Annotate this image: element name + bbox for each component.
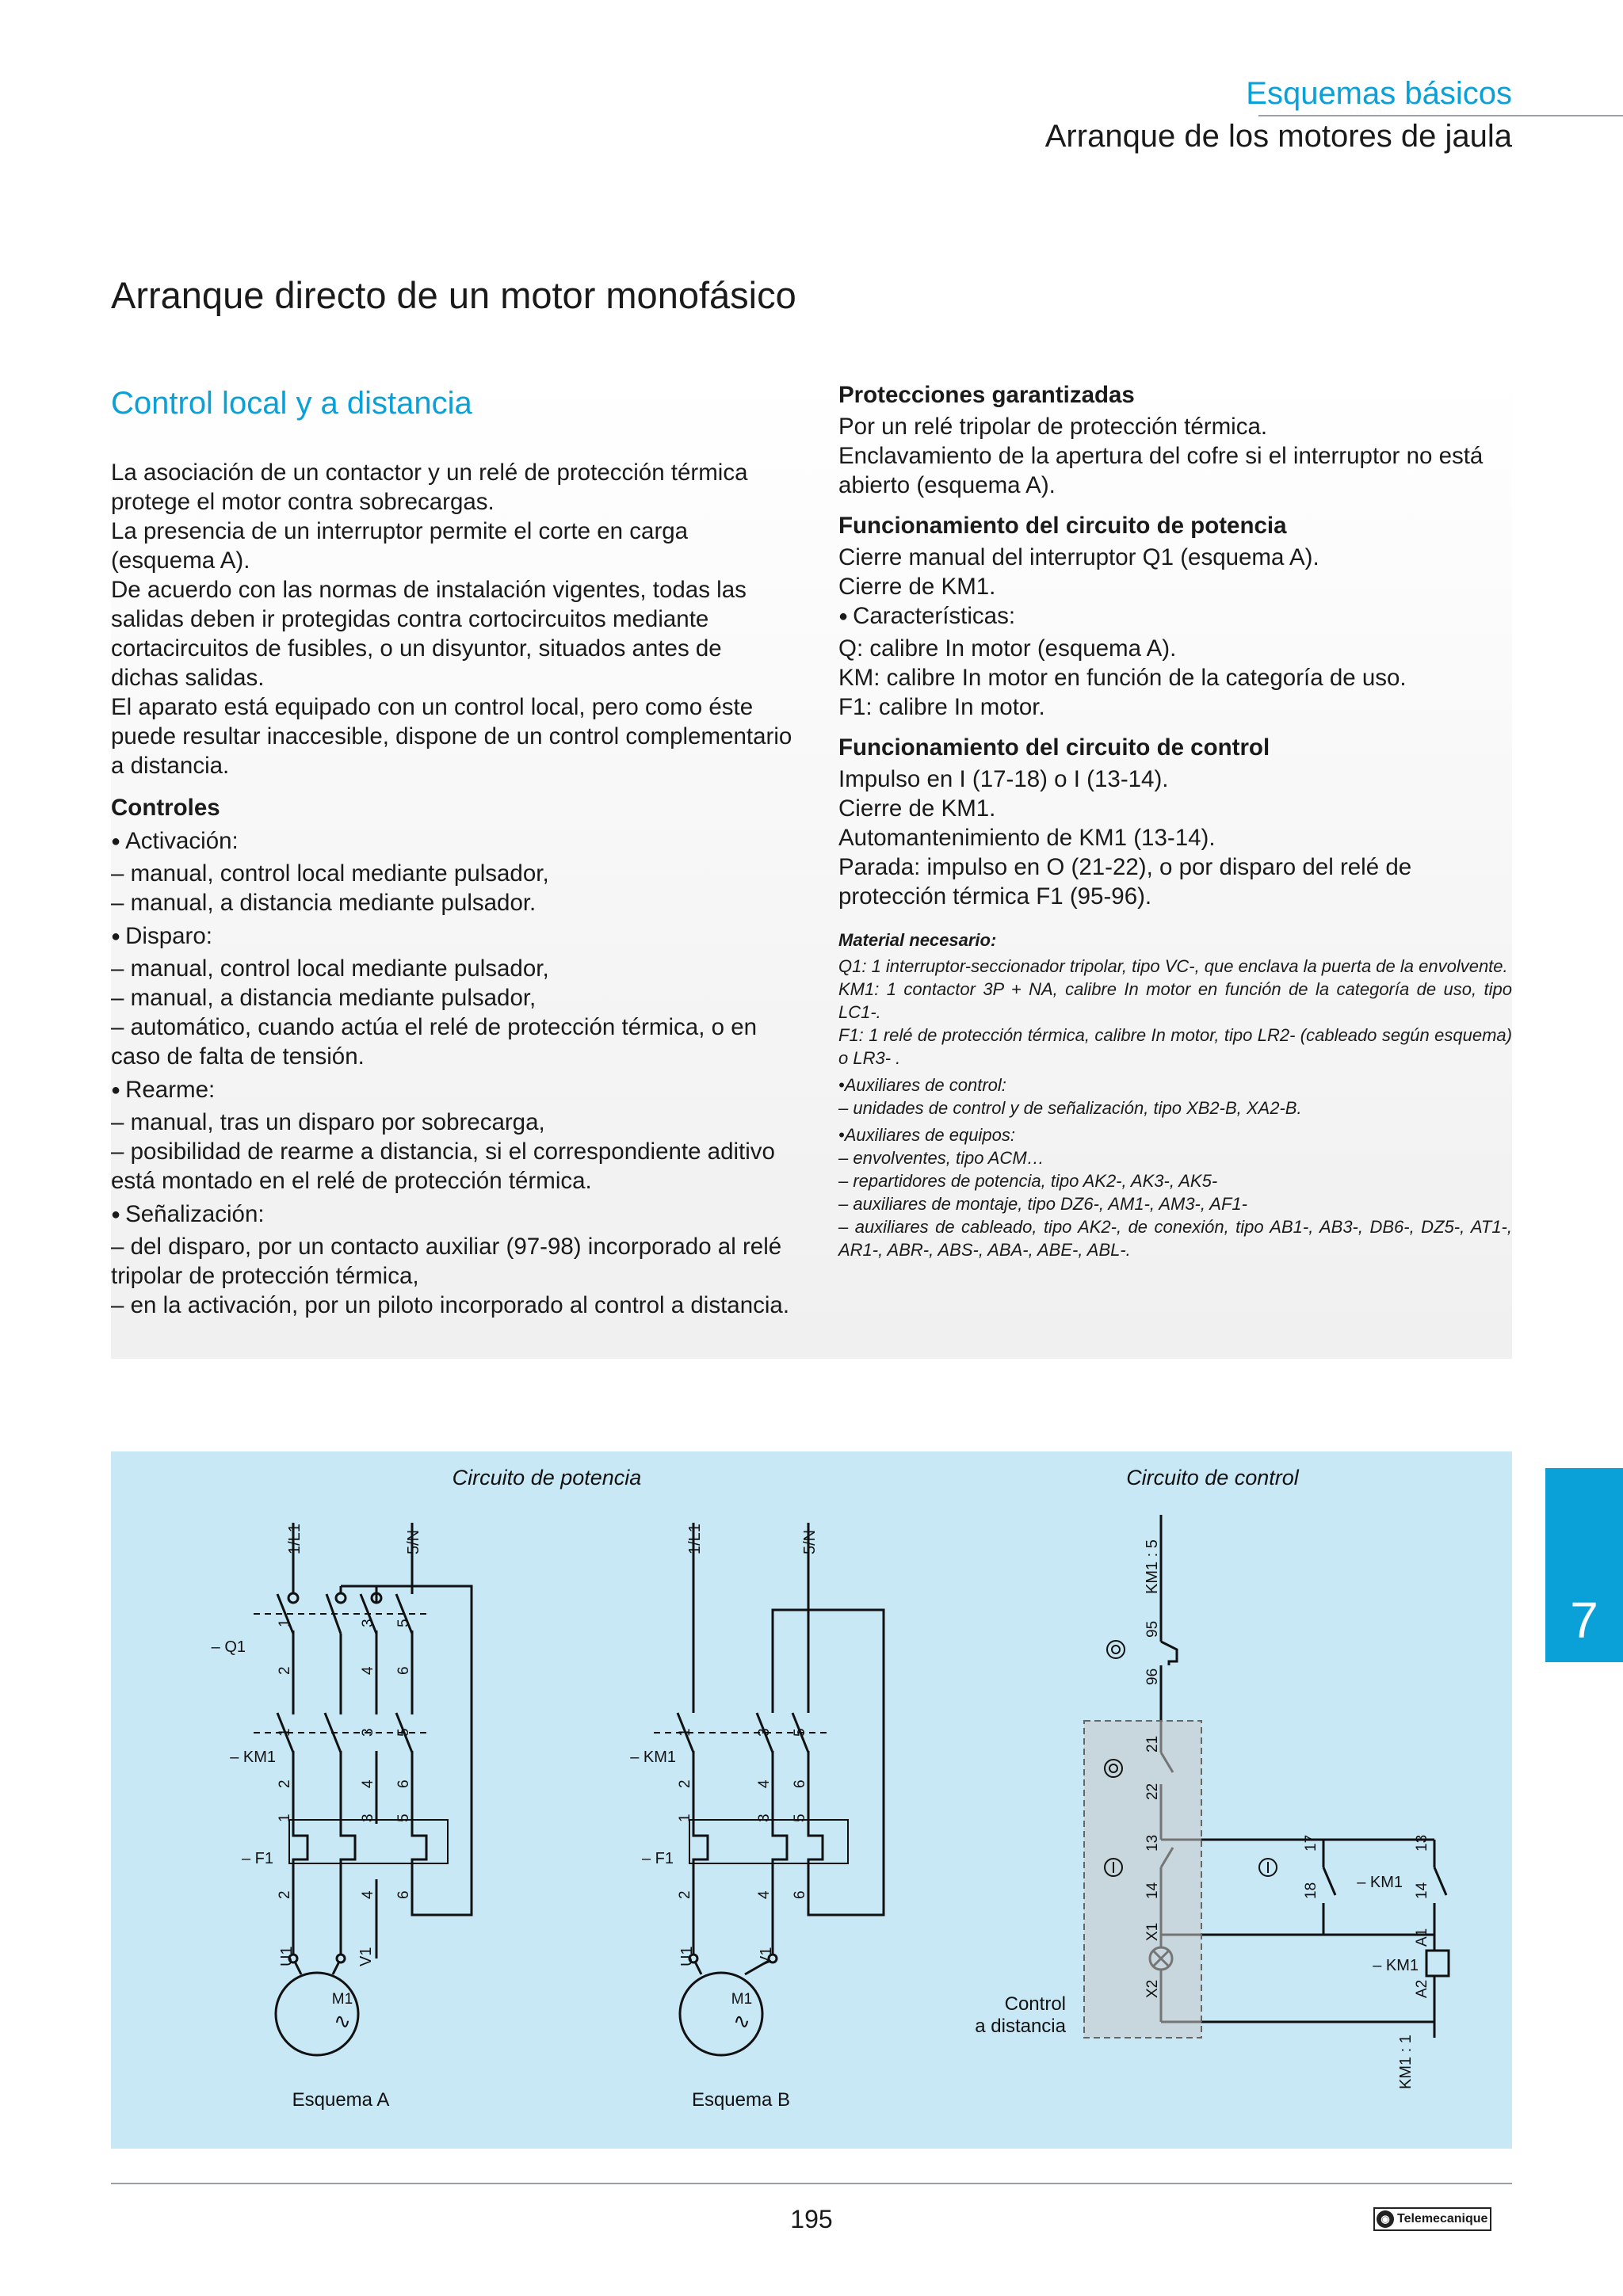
pin-number: 6 [792,1779,808,1788]
text-line: Enclavamiento de la apertura del cofre si el interruptor no está abierto (esquema A). [838,443,1484,498]
text-line: Cierre manual del interruptor Q1 (esquema A). [838,544,1319,570]
intro-paragraph: La asociación de un contactor y un relé de protección térmica protege el motor contra sobrecargas. [111,460,748,515]
schematic-svg [111,1451,1512,2149]
km1-contact-label: – KM1 [1357,1874,1403,1891]
terminal-n-label: 5/N [801,1529,819,1554]
text-line: Impulso en I (17-18) o I (13-14). [838,766,1169,792]
u1-label: U1 [278,1946,296,1966]
caracteristicas-title: ● Características: [838,601,1512,634]
material-title: Material necesario: [838,930,997,950]
list-item: – en la activación, por un piloto incorporado al control a distancia. [111,1292,790,1318]
pin-number: 3 [360,1619,376,1627]
motor-label: M1 [331,1991,353,2008]
pin-number: 2 [677,1890,693,1899]
section-title: Control local y a distancia [111,386,472,421]
control-heading: Funcionamiento del circuito de control [838,734,1270,761]
page-number: 195 [790,2205,833,2233]
schematic-b [678,1523,884,1974]
material-item: – auxiliares de montaje, tipo DZ6-, AM1-, AM3-, AF1- [838,1194,1247,1214]
pin-number: 2 [277,1666,293,1675]
left-column [111,380,792,1320]
power-circuit-title: Circuito de potencia [452,1466,642,1489]
pin-number: 3 [360,1728,376,1737]
header-subsection: Arranque de los motores de jaula [1044,119,1512,154]
material-item: F1: 1 relé de protección térmica, calibre In motor, tipo LR2- (cableado según esquema) o LR3- . [838,1025,1512,1068]
pin-number: 4 [756,1890,773,1899]
u1-label: U1 [678,1946,696,1966]
km1-label: – KM1 [630,1749,676,1766]
chapter-tab [1545,1468,1623,1662]
text-line: Cierre de KM1. [838,795,996,822]
material-item: – auxiliares de cableado, tipo AK2-, de conexión, tipo AB1-, AB3-, DB6-, DZ5-, AT1-, AR1-, ABR-, ABS-, ABA-, ABE-, ABL-. [838,1217,1512,1260]
motor-symbol: ∿ [733,2009,750,2033]
material-item: Q1: 1 interruptor-seccionador tripolar, tipo VC-, que enclava la puerta de la envolvente. [838,956,1508,976]
header-section: Esquemas básicos [1246,76,1512,111]
v1-label: V1 [357,1947,375,1966]
list-item: – manual, control local mediante pulsador, [111,860,549,887]
intro-paragraph: De acuerdo con las normas de instalación vigentes, todas las salidas deben ir protegidas contra cortocircuitos mediante cortacircuitos de fusibles, o un disyuntor, situados antes de dichas salidas. [111,577,747,691]
list-item: – manual, tras un disparo por sobrecarga, [111,1109,545,1135]
pin-number: 14 [1414,1882,1430,1899]
pin-number: 4 [360,1666,376,1675]
footer-rule [111,2183,1512,2184]
pin-number: 96 [1144,1668,1161,1685]
text-line: Por un relé tripolar de protección térmica. [838,414,1268,440]
pin-number: A2 [1414,1979,1430,1998]
text-line: KM: calibre In motor en función de la categoría de uso. [838,665,1407,691]
pin-number: 5 [395,1619,412,1627]
pin-number: 5 [395,1728,412,1737]
potencia-heading: Funcionamiento del circuito de potencia [838,513,1287,539]
pin-number: 95 [1144,1620,1161,1638]
remote-label: a distancia [975,2016,1066,2037]
terminal-l1-label: 1/L1 [286,1524,304,1554]
motor-symbol: ∿ [334,2009,351,2033]
motor-label: M1 [731,1991,753,2008]
f1-label: – F1 [241,1850,273,1867]
aux-control-title: • Auxiliares de control: [838,1074,1512,1097]
list-item: – manual, control local mediante pulsador, [111,955,549,982]
km1-coil-label: – KM1 [1373,1957,1419,1974]
list-item: – automático, cuando actúa el relé de protección térmica, o en caso de falta de tensión. [111,1014,758,1070]
pin-number: A1 [1414,1928,1430,1947]
intro-paragraph: La presencia de un interruptor permite el corte en carga (esquema A). [111,518,689,574]
page-title: Arranque directo de un motor monofásico [111,274,796,316]
control-circuit-title: Circuito de control [1126,1466,1299,1489]
pin-number: 13 [1144,1834,1161,1852]
pin-number: 22 [1144,1783,1161,1800]
list-item: – del disparo, por un contacto auxiliar (97-98) incorporado al relé tripolar de protección térmica, [111,1234,782,1289]
pin-number: 6 [792,1890,808,1899]
f1-label: – F1 [641,1850,674,1867]
wiring-diagram [111,1451,1512,2149]
terminal-n-label: 5/N [405,1529,422,1554]
km1-1-label: KM1 : 1 [1397,2035,1415,2089]
activacion-title: ● Activación: [111,826,792,859]
pin-number: 2 [277,1890,293,1899]
pin-number: 3 [756,1728,773,1737]
right-column [838,380,1512,1261]
list-item: – manual, a distancia mediante pulsador. [111,890,537,916]
list-item: – manual, a distancia mediante pulsador, [111,985,537,1011]
header-rule [1258,115,1623,116]
pin-number: 4 [360,1779,376,1788]
pin-number: 1 [677,1728,693,1737]
pin-number: 5 [792,1814,808,1822]
pin-number: 14 [1144,1882,1161,1899]
senalizacion-title: ● Señalización: [111,1199,792,1232]
list-item: – posibilidad de rearme a distancia, si el correspondiente aditivo está montado en el relé de protección térmica. [111,1138,775,1194]
pin-number: 3 [360,1814,376,1822]
pin-number: 2 [277,1779,293,1788]
material-item: – repartidores de potencia, tipo AK2-, AK3-, AK5- [838,1171,1218,1191]
chapter-number: 7 [1570,1592,1598,1649]
protecciones-heading: Protecciones garantizadas [838,382,1135,408]
logo-mark-icon: ◉ [1377,2210,1394,2228]
pin-number: 5 [395,1814,412,1822]
pin-number: 4 [756,1779,773,1788]
pin-number: 1 [277,1619,293,1627]
pin-number: X1 [1144,1922,1161,1941]
pin-number: 3 [756,1814,773,1822]
controles-heading: Controles [111,795,220,821]
intro-paragraph: El aparato está equipado con un control local, pero como éste puede resultar inaccesible, dispone de un control complementario a distancia. [111,694,792,779]
pin-number: 1 [677,1814,693,1822]
brand-logo [1373,2207,1491,2231]
text-line: Parada: impulso en O (21-22), o por disparo del relé de protección térmica F1 (95-96). [838,854,1412,910]
text-line: Q: calibre In motor (esquema A). [838,635,1177,662]
remote-label: Control [1004,1993,1066,2015]
material-list [838,929,1512,1261]
pin-number: 21 [1144,1735,1161,1753]
pin-number: 6 [395,1890,412,1899]
pin-number: 1 [277,1728,293,1737]
pin-number: 4 [360,1890,376,1899]
rearme-title: ● Rearme: [111,1075,792,1108]
pin-number: 13 [1414,1834,1430,1852]
material-item: – envolventes, tipo ACM… [838,1148,1044,1168]
pin-number: X2 [1144,1979,1161,1998]
v1-label: V1 [758,1947,775,1966]
q1-label: – Q1 [211,1638,246,1656]
km1-5-label: KM1 : 5 [1144,1539,1161,1594]
text-line: Cierre de KM1. [838,574,996,600]
pin-number: 6 [395,1779,412,1788]
text-line: F1: calibre In motor. [838,694,1045,720]
aux-equipos-title: • Auxiliares de equipos: [838,1123,1512,1146]
km1-label: – KM1 [230,1749,276,1766]
caption-a: Esquema A [292,2089,390,2111]
material-item: KM1: 1 contactor 3P + NA, calibre In motor en función de la categoría de uso, tipo LC1-. [838,979,1512,1022]
pin-number: 6 [395,1666,412,1675]
logo-text: Telemecanique [1397,2212,1488,2225]
pin-number: 2 [677,1779,693,1788]
pin-number: 1 [277,1814,293,1822]
disparo-title: ● Disparo: [111,921,792,954]
schematic-a [277,1523,472,1974]
pin-number: 17 [1303,1834,1319,1852]
material-item: – unidades de control y de señalización, tipo XB2-B, XA2-B. [838,1098,1302,1118]
text-line: Automantenimiento de KM1 (13-14). [838,825,1216,851]
caption-b: Esquema B [691,2089,791,2111]
terminal-l1-label: 1/L1 [686,1524,704,1554]
pin-number: 18 [1303,1882,1319,1899]
pin-number: 5 [792,1728,808,1737]
